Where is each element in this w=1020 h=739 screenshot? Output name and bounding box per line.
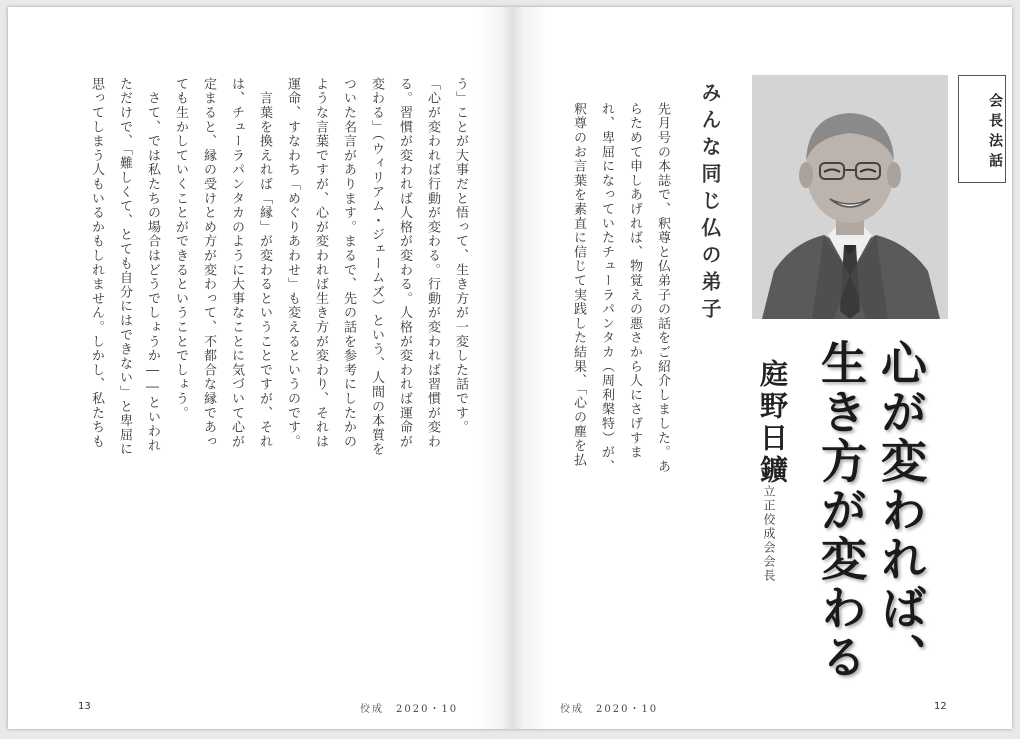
author-affiliation: 立正佼成会会長: [762, 485, 776, 583]
title-line-1: 心が変われば、: [874, 339, 928, 682]
author-name: 庭野日鑛: [756, 359, 789, 487]
title-line-2: 生き方が変わる: [814, 339, 868, 682]
article-title: [814, 339, 928, 689]
portrait-illustration: [752, 75, 948, 319]
right-page-body-text: 先月号の本誌で、釈尊と仏弟子の話をご紹介しました。あらためて申しあげれば、物覚えの悪さから人にさげすまれ、卑屈になっていたチューラパンタカ（周利槃特）が、釈尊のお言葉を素直に信じて実践した結果、「心の塵を払: [571, 102, 670, 474]
category-tab: 会長法話: [958, 75, 1006, 183]
left-page-body-text: う」ことが大事だと悟って、生き方が一変した話です。 「心が変われば行動が変わる。行動が変われば習慣が変わる。習慣が変われば人格が変わる。人格が変われば運命が変わる」（ウィリアム・ジェームズ）という、人間の本質をついた名言があります。まるで、先の話を参考にしたかのような言葉ですが、心が変われば生き方が変わり、それは運命、すなわち「めぐりあわせ」も変えるというのです。 言葉を換えれば「縁」が変わるということですが、それは、チューラパンタカのように大事なことに気づいて心が定まると、縁の受けとめ方が変わって、不都合な縁であっても生かしていくことができるということでしょう。 さて、では私たちの場合はどうでしょうか――といわれただけで、「難しくて、とても自分にはできない」と卑屈に思ってしまう人もいるかもしれません。しかし、私たちも: [89, 77, 468, 457]
page-gutter: [478, 7, 548, 729]
section-subheading: みんな同じ仏の弟子: [698, 82, 722, 325]
left-running-head: 佼成 2020・10: [360, 704, 459, 715]
right-page-number: 12: [934, 701, 947, 712]
magazine-spread: [8, 7, 1012, 729]
author-portrait: [752, 75, 948, 319]
left-page-number: 13: [78, 701, 91, 712]
right-running-head: 佼成 2020・10: [560, 704, 659, 715]
